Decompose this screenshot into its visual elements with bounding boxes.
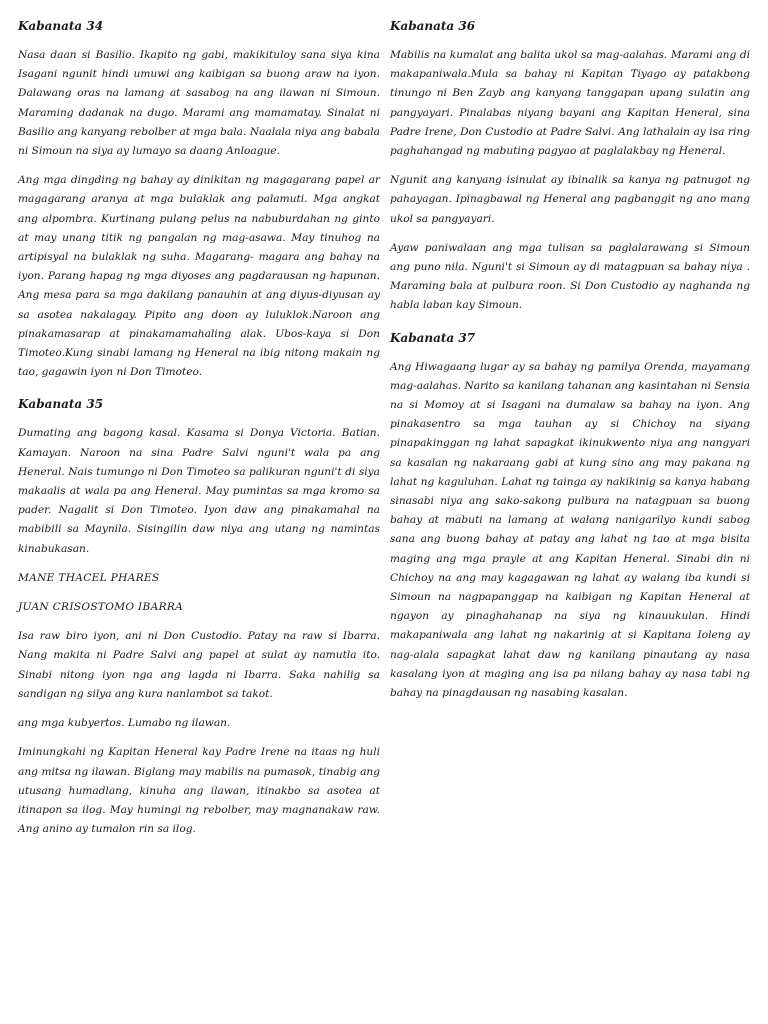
chapter-35-paragraph-2: Isa raw biro iyon, ani ni Don Custodio. Patay na raw si Ibarra. Nang makita ni Padre Salvi ang papel at sulat ay namutla ito. Sinabi nitong iyon nga ang lagda ni Ibarra. Saka nahilig sa sandigan ng silya ang kura nanlambot sa takot. [18,630,380,700]
chapter-34-paragraph-1: Nasa daan si Basilio. Ikapito ng gabi, makikituloy sana siya kina Isagani ngunit hindi umuwi ang kaibigan sa buong araw na iyon. Dalawang oras na lamang at sasabog na ang ilawan ni Simoun. Maraming dadanak na dugo. Marami ang mamamatay. Sinalat ni Basilio ang kanyang rebolber at mga bala. Naalala niya ang babala ni Simoun na siya ay lumayo sa daang Anloague. [18,49,380,158]
left-column [18,18,380,849]
chapter-37-heading: Kabanata 37 [390,330,476,345]
chapter-36-paragraph-3: Ayaw paniwalaan ang mga tulisan sa paglalarawang si Simoun ang puno nila. Nguni't si Simoun ay di matagpuan sa bahay niya . Maraming bala at pulbura roon. Si Don Custodio ay naghanda ng habla laban kay Simoun. [390,241,750,312]
chapter-35-paragraph-4: Iminungkahi ng Kapitan Heneral kay Padre Irene na itaas ng huli ang mitsa ng ilawan. Biglang may mabilis na pumasok, tinabig ang utusang humadlang, kinuha ang ilawan, itinakbo sa asotea at itinapon sa ilog. May humingi ng rebolber, may magnanakaw raw. Ang anino ay tumalon rin sa ilog. [18,746,380,836]
chapter-36-heading: Kabanata 36 [390,19,476,33]
chapter-35-paragraph-1: Dumating ang bagong kasal. Kasama si Donya Victoria. Batian. Kamayan. Naroon na sina Padre Salvi nguni't wala pa ang Heneral. Nais tumungo ni Don Timoteo sa palikuran nguni't di siya makaalis at wala pa ang Heneral. May pumintas sa mga kromo sa pader. Nagalit si Don Timoteo. Iyon daw ang pinakamahal na mabibili sa Maynila. Sisingilin daw niya ang utang ng namintas kinabukasan. [18,427,380,555]
chapter-35-inscription-1: MANE THACEL PHARES [18,571,160,584]
chapter-35-heading: Kabanata 35 [18,397,104,412]
chapter-35-inscription-2: JUAN CRISOSTOMO IBARRA [18,601,184,614]
chapter-34-paragraph-2: Ang mga dingding ng bahay ay dinikitan ng magagarang papel ar magagarang aranya at mga bulaklak ang palamuti. Mga angkat ang alpombra. Kurtinang pulang pelus na nabuburdahan ng ginto at may unang titik ng pangalan ng mag-asawa. May tinuhog na artipisyal na bulaklak ng suha. Magarang- magara ang bahay na iyon. Parang hapag ng mga diyoses ang pagdarausan ng hapunan. Ang mesa para sa mga dakilang panauhin at ang diyus-diyusan ay sa asotea nakalagay. Pipito ang doon ay luluklok.Naroon ang pinakamasarap at pinakamamahaling alak. Ubos-kaya si Don Timoteo.Kung sinabi lamang ng Heneral na ibig nitong makain ng tao, gagawin iyon ni Don Timoteo. [18,174,380,379]
chapter-37-paragraph-1: Ang Hiwagaang lugar ay sa bahay ng pamilya Orenda, mayamang mag-aalahas. Narito sa kanilang tahanan ang kasintahan ni Sensia na si Momoy at si Isagani na dumalaw sa bahay na iyon. Ang pinakasentro sa mga tauhan ay si Chichoy na siyang pinapakinggan ng lahat sapagkat ikinukwento niya ang nangyari sa kasalan ng nakaraang gabi at kung sino ang may pakana ng lahat ng kaguluhan. Lahat ng tainga ay nakikinig sa kanya habang sinasabi niya ang sako-sakong pulbura na natagpuan sa buong bahay at mabuti na lamang at walang nanigarilyo kundi sabog sana ang buong bahay at patay ang lahat ng tao at mga bisita maging ang mga prayle at ang Kapitan Heneral. Sinabi din ni Chichoy na ang may kagagawan ng lahat ay walang iba kundi si Simoun na nagpapanggap na kaibigan ng Kapitan Heneral at ngayon ay pinaghahanap na siya ng kinauukulan. Hindi makapaniwala ang lahat ng nakarinig at si Kapitana Ioleng ay nag-alala sapagkat lahat daw ng kanilang pinautang ay nasa kasalang iyon at maging ang isa pa nilang bahay ay nasa tabi ng bahay na pinagdausan ng nasabing kasalan. [390,360,750,700]
chapter-35-paragraph-3: ang mga kubyertos. Lumabo ng ilawan. [18,717,231,730]
chapter-36-paragraph-1: Mabilis na kumalat ang balita ukol sa mag-aalahas. Marami ang di makapaniwala.Mula sa bahay ni Kapitan Tiyago ay patakbong tinungo ni Ben Zayb ang kanyang tanggapan upang sulatin ang pangyayari. Pinalabas niyang bayani ang Kapitan Heneral, sina Padre Irene, Don Custodio at Padre Salvi. Ang lathalain ay isa ring paghahangad ng mabuting pagyao at paglalakbay ng Heneral. [390,49,750,158]
chapter-36-paragraph-2: Ngunit ang kanyang isinulat ay ibinalik sa kanya ng patnugot ng pahayagan. Ipinagbawal ng Heneral ang pagbanggit ng ano mang ukol sa pangyayari. [390,174,750,225]
chapter-34-heading: Kabanata 34 [18,19,104,33]
right-column [390,18,750,713]
